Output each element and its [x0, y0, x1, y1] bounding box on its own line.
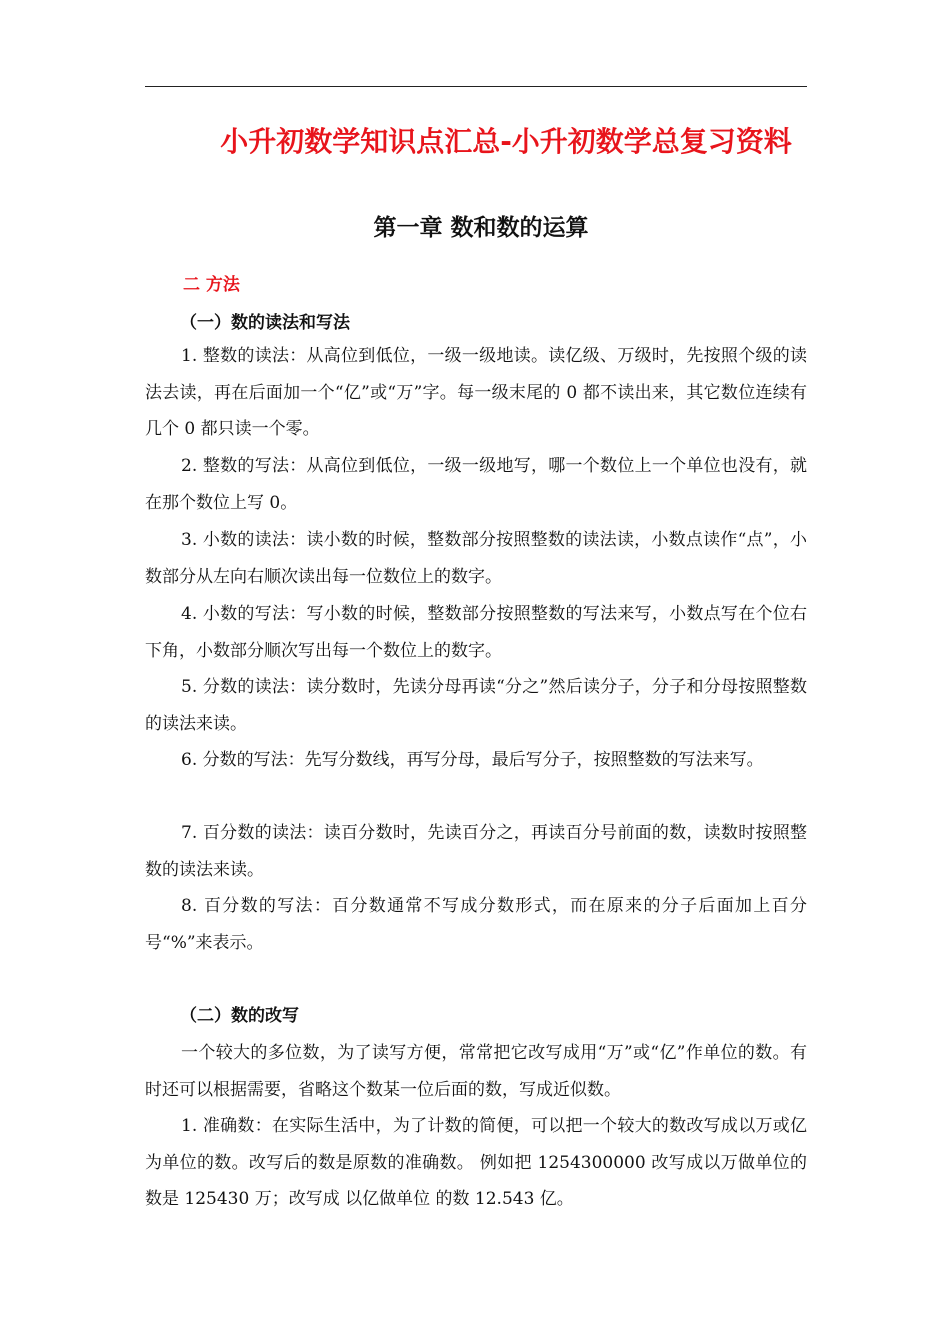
paragraph-1: 1. 整数的读法：从高位到低位，一级一级地读。读亿级、万级时，先按照个级的读法去读，再在后面加一个“亿”或“万”字。每一级末尾的 0 都不读出来，其它数位连续有几个 0 都只读一个零。	[145, 346, 807, 439]
paragraph-3: 3. 小数的读法：读小数的时候，整数部分按照整数的读法读，小数点读作“点”，小数部分从左向右顺次读出每一位数位上的数字。	[145, 530, 807, 587]
document-title: 小升初数学知识点汇总-小升初数学总复习资料	[220, 125, 792, 158]
paragraph-10: 1. 准确数：在实际生活中，为了计数的简便，可以把一个较大的数改写成以万或亿为单位的数。改写后的数是原数的准确数。 例如把 1254300000 改写成以万做单位的数是 125430 万；改写成 以亿做单位 的数 12.543 亿。	[145, 1116, 807, 1209]
chapter-heading: 第一章 数和数的运算	[373, 215, 589, 241]
paragraph-6: 6. 分数的写法：先写分数线，再写分母，最后写分子，按照整数的写法来写。	[181, 750, 764, 770]
subsection-heading-1: （一）数的读法和写法	[180, 313, 350, 333]
paragraph-7: 7. 百分数的读法：读百分数时，先读百分之，再读百分号前面的数，读数时按照整数的读法来读。	[145, 823, 807, 880]
section-heading: 二 方法	[183, 275, 240, 295]
paragraph-4: 4. 小数的写法：写小数的时候，整数部分按照整数的写法来写，小数点写在个位右下角，小数部分顺次写出每一个数位上的数字。	[145, 604, 807, 661]
header-rule	[145, 86, 807, 87]
subsection-heading-2: （二）数的改写	[180, 1006, 299, 1026]
paragraph-8: 8. 百分数的写法：百分数通常不写成分数形式，而在原来的分子后面加上百分号“%”来表示。	[145, 896, 807, 953]
paragraph-2: 2. 整数的写法：从高位到低位，一级一级地写，哪一个数位上一个单位也没有，就在那个数位上写 0。	[145, 456, 807, 513]
paragraph-5: 5. 分数的读法：读分数时，先读分母再读“分之”然后读分子，分子和分母按照整数的读法来读。	[145, 677, 807, 734]
paragraph-9: 一个较大的多位数，为了读写方便，常常把它改写成用“万”或“亿”作单位的数。有时还可以根据需要，省略这个数某一位后面的数，写成近似数。	[145, 1043, 807, 1100]
